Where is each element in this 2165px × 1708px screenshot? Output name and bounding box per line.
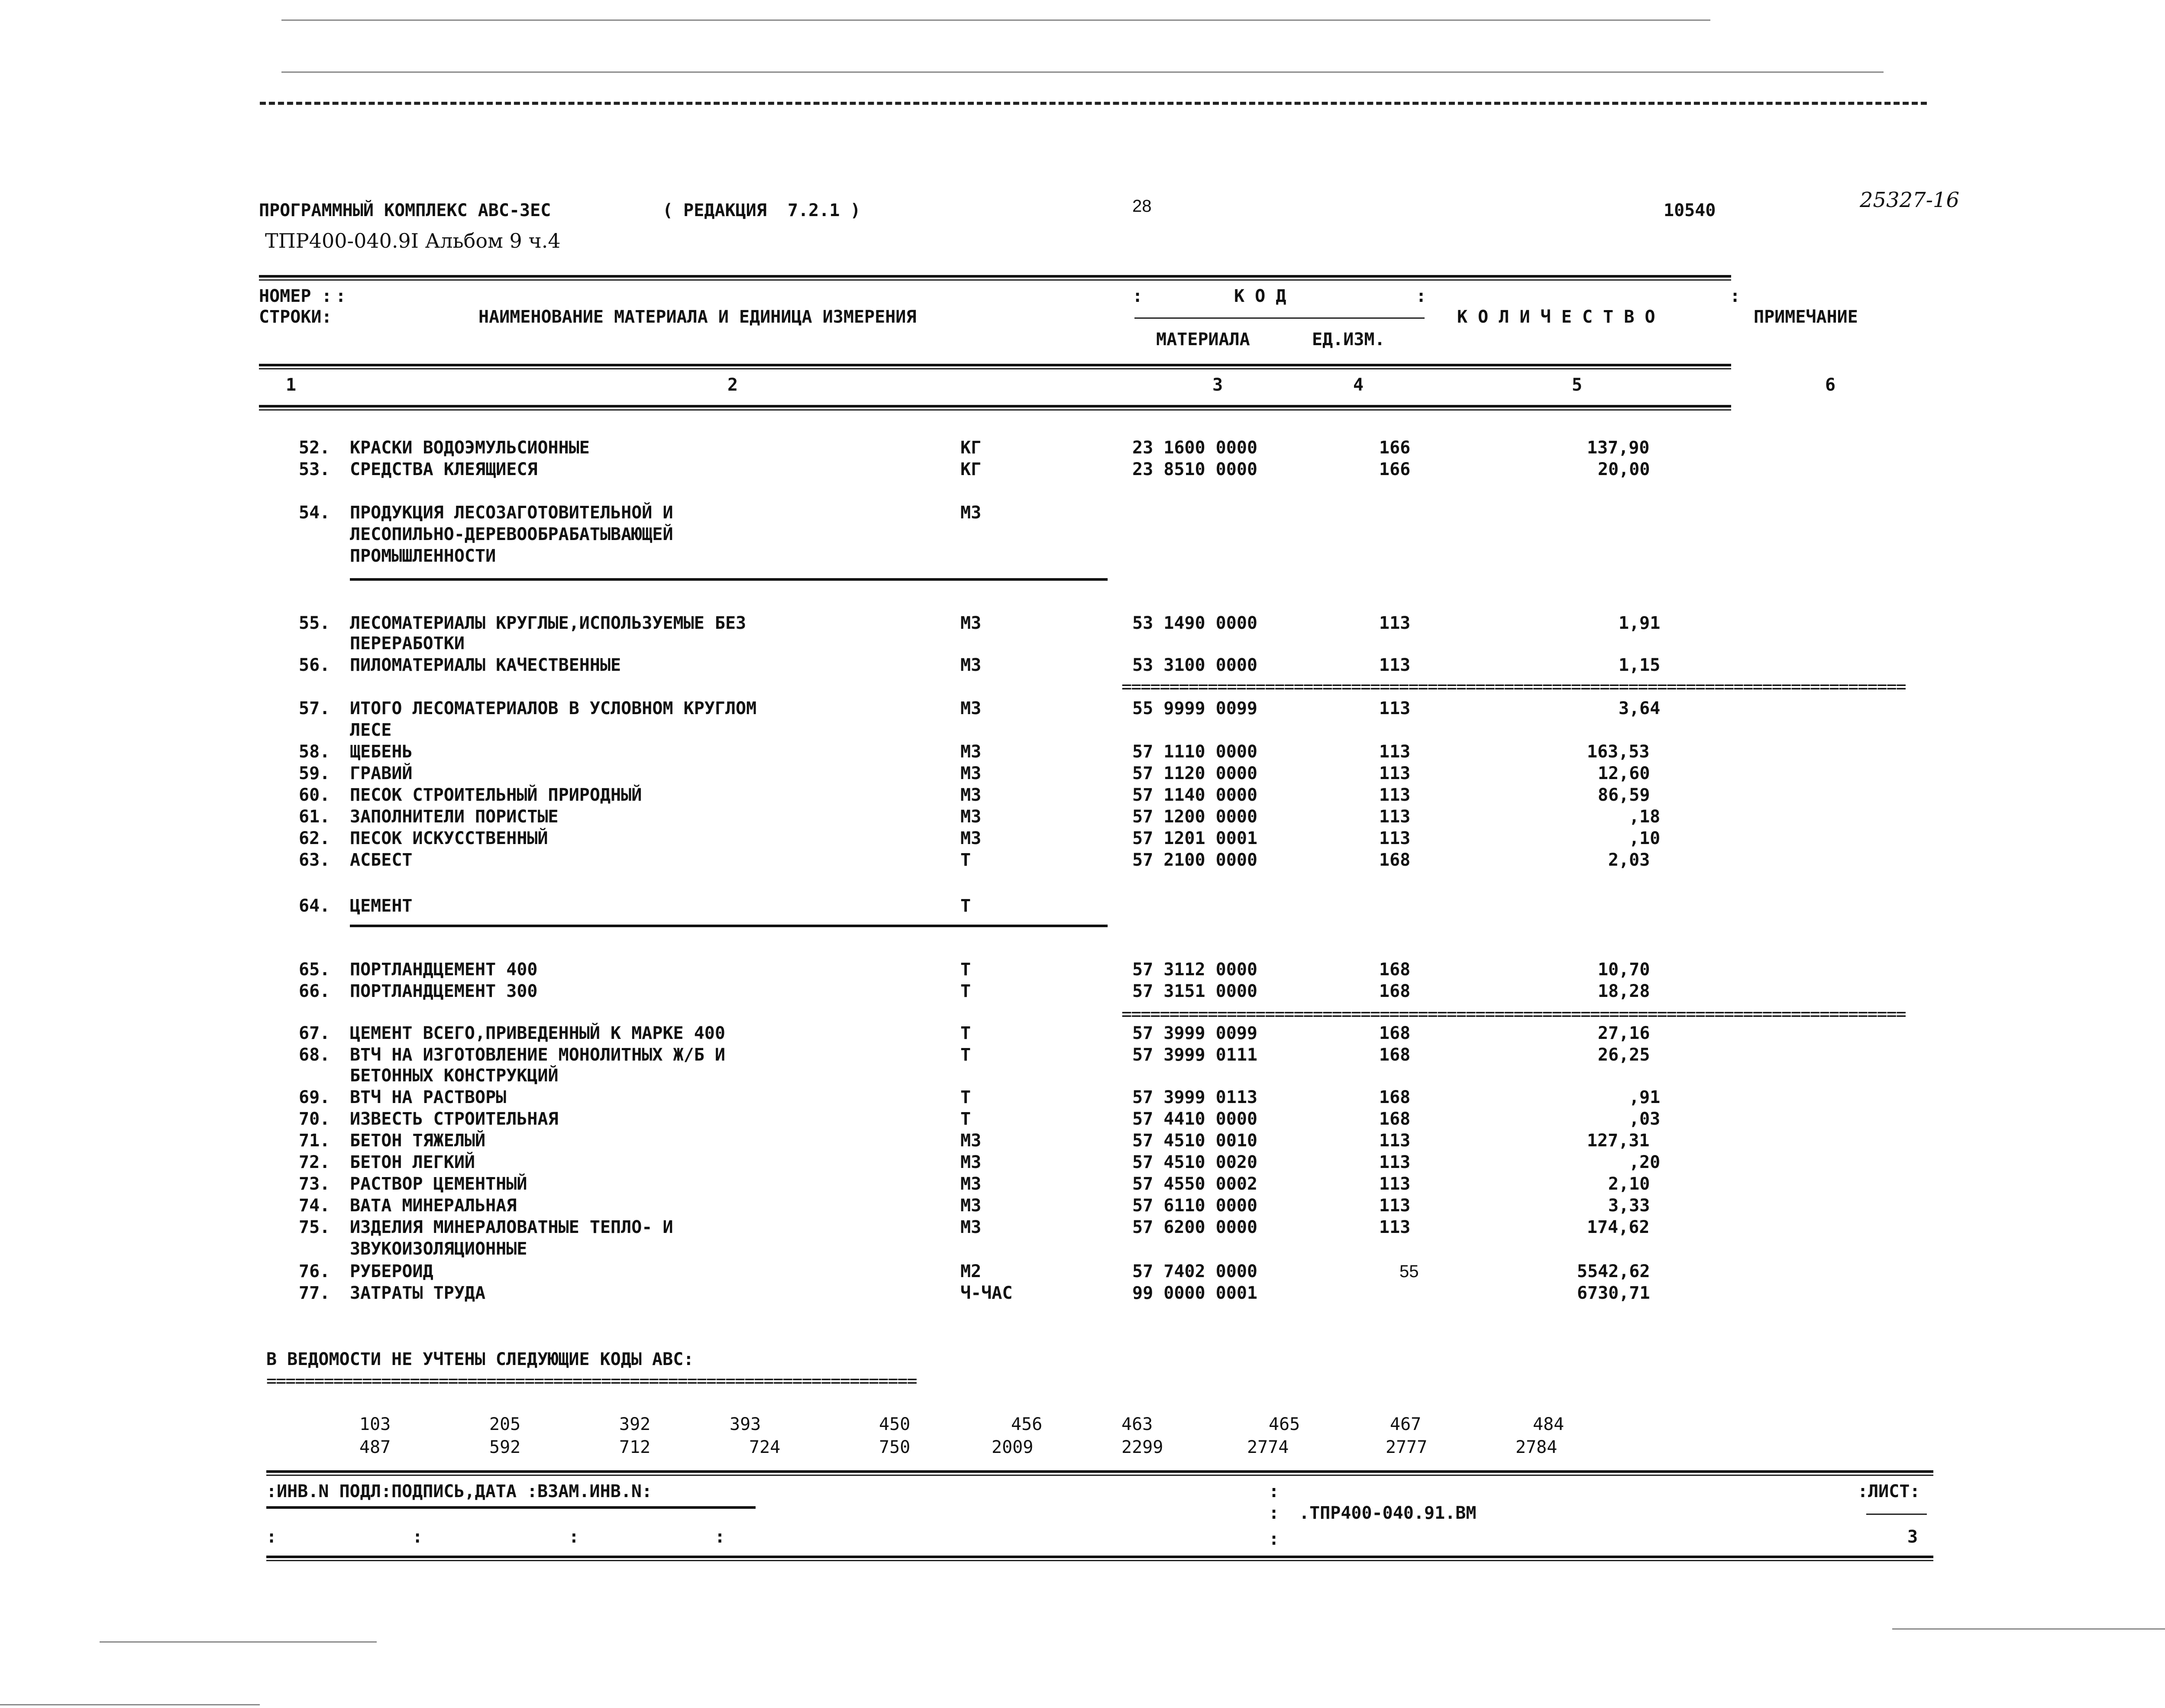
row-number: 58. xyxy=(299,742,330,762)
material-name: ИЗВЕСТЬ СТРОИТЕЛЬНАЯ xyxy=(350,1109,559,1129)
row-number: 76. xyxy=(299,1262,330,1281)
header-code-group: К О Д xyxy=(1234,286,1286,306)
material-name: ВТЧ НА ИЗГОТОВЛЕНИЕ МОНОЛИТНЫХ Ж/Б И xyxy=(350,1045,725,1065)
table-row xyxy=(0,1023,2165,1044)
colnum-2: 2 xyxy=(727,375,738,395)
material-name: ЦЕМЕНТ xyxy=(350,896,413,916)
stamp-sheet-number: 3 xyxy=(1907,1527,1918,1547)
material-name: ПОРТЛАНДЦЕМЕНТ 300 xyxy=(350,981,538,1001)
unit-code: 166 xyxy=(1379,438,1411,458)
row-number: 70. xyxy=(299,1109,330,1129)
stamp-sep-left: : xyxy=(1269,1482,1280,1501)
code-item: 467 xyxy=(1390,1414,1422,1434)
material-name: ГРАВИЙ xyxy=(350,763,413,783)
code-item: 2009 xyxy=(992,1437,1034,1457)
quantity: 5542,62 xyxy=(1577,1262,1650,1281)
row-number: 68. xyxy=(299,1045,330,1065)
unit: М2 xyxy=(960,1262,982,1281)
code-item: 484 xyxy=(1533,1414,1564,1434)
table-row xyxy=(0,698,2165,719)
material-name: ЗАПОЛНИТЕЛИ ПОРИСТЫЕ xyxy=(350,807,559,827)
unit: М3 xyxy=(960,1217,982,1237)
table-top-rule-2 xyxy=(259,279,1731,281)
material-code: 57 7402 0000 xyxy=(1132,1262,1257,1281)
unit: М3 xyxy=(960,1174,982,1194)
code-item: 205 xyxy=(489,1414,521,1434)
material-name-cont: ЗВУКОИЗОЛЯЦИОННЫЕ xyxy=(350,1239,527,1259)
handwritten-number: 25327-16 xyxy=(1860,188,1959,212)
stamp-document-code: .ТПР400-040.91.ВМ xyxy=(1299,1503,1477,1523)
table-row xyxy=(0,959,2165,980)
colnum-6: 6 xyxy=(1825,375,1836,395)
material-name: АСБЕСТ xyxy=(350,850,413,870)
material-name-cont: БЕТОННЫХ КОНСТРУКЦИЙ xyxy=(350,1066,559,1086)
table-row xyxy=(0,850,2165,870)
row-number: 62. xyxy=(299,828,330,848)
material-code: 57 6110 0000 xyxy=(1132,1196,1257,1216)
row-number: 69. xyxy=(299,1087,330,1107)
scan-line-bottom-left xyxy=(100,1641,377,1643)
table-row xyxy=(0,1195,2165,1216)
unit-code: 168 xyxy=(1379,850,1411,870)
row-number: 71. xyxy=(299,1131,330,1151)
unit-code: 166 xyxy=(1379,459,1411,479)
unit-code: 168 xyxy=(1379,1109,1411,1129)
material-name: КРАСКИ ВОДОЭМУЛЬСИОННЫЕ xyxy=(350,438,590,458)
unit-code: 113 xyxy=(1379,1131,1411,1151)
material-name: РАСТВОР ЦЕМЕНТНЫЙ xyxy=(350,1174,527,1194)
unit: Т xyxy=(960,896,971,916)
code-item: 103 xyxy=(359,1414,391,1434)
row-number: 74. xyxy=(299,1196,330,1216)
quantity: 127,31 xyxy=(1587,1131,1650,1151)
stamp-top-rule-2 xyxy=(266,1475,1933,1476)
stamp-bottom-rule xyxy=(266,1556,1933,1558)
material-code: 57 4550 0002 xyxy=(1132,1174,1257,1194)
material-code: 57 2100 0000 xyxy=(1132,850,1257,870)
stamp-cells: : : : : xyxy=(266,1527,725,1547)
unit: М3 xyxy=(960,785,982,805)
unit: М3 xyxy=(960,503,982,523)
unit-code: 113 xyxy=(1379,1174,1411,1194)
unit: М3 xyxy=(960,763,982,783)
material-name: ИЗДЕЛИЯ МИНЕРАЛОВАТНЫЕ ТЕПЛО- И xyxy=(350,1217,673,1237)
row-number: 60. xyxy=(299,785,330,805)
scan-line-bottom-left-2 xyxy=(0,1704,260,1705)
table-row-continuation xyxy=(0,633,2165,654)
code-item: 712 xyxy=(619,1437,651,1457)
material-name: ЛЕСОМАТЕРИАЛЫ КРУГЛЫЕ,ИСПОЛЬЗУЕМЫЕ БЕЗ xyxy=(350,613,746,633)
material-name-cont: ПЕРЕРАБОТКИ xyxy=(350,634,465,653)
code-item: 750 xyxy=(879,1437,911,1457)
scan-line-bottom-right xyxy=(1892,1628,2165,1630)
table-row xyxy=(0,806,2165,827)
material-code: 57 3999 0111 xyxy=(1132,1045,1257,1065)
unit: КГ xyxy=(960,438,982,458)
material-code: 57 3112 0000 xyxy=(1132,960,1257,980)
material-code: 53 1490 0000 xyxy=(1132,613,1257,633)
quantity: 12,60 xyxy=(1598,763,1650,783)
codes-row xyxy=(0,1437,2165,1458)
document-code: 10540 xyxy=(1664,201,1716,220)
scan-dashed-line xyxy=(260,102,1927,105)
quantity: 137,90 xyxy=(1587,438,1650,458)
unit: Т xyxy=(960,1023,971,1043)
stamp-mid-rule xyxy=(266,1506,756,1509)
table-row xyxy=(0,1045,2165,1065)
quantity: 27,16 xyxy=(1598,1023,1650,1043)
quantity: 163,53 xyxy=(1587,742,1650,762)
header-bottom-rule xyxy=(259,405,1731,408)
quantity: ,03 xyxy=(1629,1109,1661,1129)
codes-row xyxy=(0,1414,2165,1435)
row-number: 57. xyxy=(299,699,330,718)
quantity: 3,64 xyxy=(1619,699,1661,718)
material-name: ЗАТРАТЫ ТРУДА xyxy=(350,1283,486,1303)
quantity: 6730,71 xyxy=(1577,1283,1650,1303)
unit-code: 168 xyxy=(1379,960,1411,980)
code-item: 487 xyxy=(359,1437,391,1457)
material-code: 57 1120 0000 xyxy=(1132,763,1257,783)
table-top-rule xyxy=(259,275,1731,278)
stamp-top-rule xyxy=(266,1470,1933,1473)
unit: М3 xyxy=(960,655,982,675)
stamp-bottom-rule-2 xyxy=(266,1560,1933,1561)
unit: Т xyxy=(960,850,971,870)
note-title: В ВЕДОМОСТИ НЕ УЧТЕНЫ СЛЕДУЮЩИЕ КОДЫ АВС: xyxy=(266,1349,694,1369)
header-mid-rule-2 xyxy=(259,368,1731,369)
stamp-sheet-label: :ЛИСТ: xyxy=(1858,1482,1920,1501)
stamp-labels: :ИНВ.N ПОДЛ:ПОДПИСЬ,ДАТА :ВЗАМ.ИНВ.N: xyxy=(266,1482,653,1501)
header-mid-rule xyxy=(259,364,1731,366)
quantity: 2,03 xyxy=(1608,850,1650,870)
row-number: 65. xyxy=(299,960,330,980)
table-row xyxy=(0,1109,2165,1129)
quantity: 26,25 xyxy=(1598,1045,1650,1065)
album-label: ТПР400-040.9I Альбом 9 ч.4 xyxy=(265,229,561,252)
note-underline: ==================================================================== xyxy=(266,1371,917,1391)
header-col3: МАТЕРИАЛА xyxy=(1156,330,1250,349)
unit: Т xyxy=(960,981,971,1001)
unit: Ч-ЧАС xyxy=(960,1283,1013,1303)
unit-code: 168 xyxy=(1379,1023,1411,1043)
unit-code: 113 xyxy=(1379,1196,1411,1216)
row-number: 66. xyxy=(299,981,330,1001)
row-number: 77. xyxy=(299,1283,330,1303)
material-name-cont: ЛЕСЕ xyxy=(350,720,392,740)
table-row xyxy=(0,896,2165,916)
stamp-sheet-divider xyxy=(1866,1514,1927,1515)
table-row-continuation xyxy=(0,1239,2165,1259)
table-row-continuation xyxy=(0,720,2165,741)
row-number: 73. xyxy=(299,1174,330,1194)
material-code: 23 8510 0000 xyxy=(1132,459,1257,479)
row-number: 59. xyxy=(299,763,330,783)
program-title: ПРОГРАММНЫЙ КОМПЛЕКС АВС-ЗЕС xyxy=(259,201,551,220)
material-name: ЩЕБЕНЬ xyxy=(350,742,413,762)
page-number: 28 xyxy=(1132,197,1152,216)
unit: М3 xyxy=(960,699,982,718)
unit-code: 113 xyxy=(1379,828,1411,848)
quantity: 10,70 xyxy=(1598,960,1650,980)
group-underline-64 xyxy=(350,925,1108,927)
code-item: 456 xyxy=(1011,1414,1043,1434)
header-col4: ЕД.ИЗМ. xyxy=(1312,330,1385,349)
material-code: 57 4410 0000 xyxy=(1132,1109,1257,1129)
code-item: 393 xyxy=(730,1414,761,1434)
stamp-sep-left-2: : xyxy=(1269,1503,1280,1523)
material-code: 57 6200 0000 xyxy=(1132,1217,1257,1237)
unit-code: 113 xyxy=(1379,699,1411,718)
material-name: ПЕСОК ИСКУССТВЕННЫЙ xyxy=(350,828,548,848)
header-sep-4: : xyxy=(1730,286,1741,306)
row-number: 53. xyxy=(299,459,330,479)
unit-code: 113 xyxy=(1379,807,1411,827)
material-code: 57 3999 0113 xyxy=(1132,1087,1257,1107)
material-code: 53 3100 0000 xyxy=(1132,655,1257,675)
header-col5: К О Л И Ч Е С Т В О xyxy=(1457,307,1655,327)
code-item: 2774 xyxy=(1247,1437,1289,1457)
material-code: 23 1600 0000 xyxy=(1132,438,1257,458)
row-number: 67. xyxy=(299,1023,330,1043)
table-row xyxy=(0,613,2165,634)
material-code: 57 4510 0010 xyxy=(1132,1131,1257,1151)
unit: Т xyxy=(960,1045,971,1065)
unit: Т xyxy=(960,1109,971,1129)
header-col1: НОМЕР : СТРОКИ: xyxy=(259,286,332,327)
code-item: 2784 xyxy=(1516,1437,1558,1457)
quantity: ,18 xyxy=(1629,807,1661,827)
material-name-cont: ЛЕСОПИЛЬНО-ДЕРЕВООБРАБАТЫВАЮЩЕЙ xyxy=(350,524,673,544)
unit-code: 113 xyxy=(1379,1217,1411,1237)
colnum-4: 4 xyxy=(1353,375,1364,395)
code-item: 724 xyxy=(749,1437,781,1457)
table-row xyxy=(0,1217,2165,1238)
table-row xyxy=(0,459,2165,480)
unit: М3 xyxy=(960,742,982,762)
table-row-continuation xyxy=(0,546,2165,566)
header-col6: ПРИМЕЧАНИЕ xyxy=(1754,307,1858,327)
header-code-divider xyxy=(1134,317,1425,319)
header-sep-1: : xyxy=(336,286,346,306)
unit-code: 168 xyxy=(1379,1045,1411,1065)
material-name: БЕТОН ТЯЖЕЛЫЙ xyxy=(350,1131,486,1151)
quantity: 20,00 xyxy=(1598,459,1650,479)
code-item: 463 xyxy=(1121,1414,1153,1434)
material-name: ПИЛОМАТЕРИАЛЫ КАЧЕСТВЕННЫЕ xyxy=(350,655,621,675)
header-sep-3: : xyxy=(1416,286,1427,306)
double-rule-67: ================================================================================== xyxy=(1121,1004,1906,1024)
material-code: 57 1140 0000 xyxy=(1132,785,1257,805)
unit: КГ xyxy=(960,459,982,479)
code-item: 392 xyxy=(619,1414,651,1434)
material-code: 57 1200 0000 xyxy=(1132,807,1257,827)
quantity: ,91 xyxy=(1629,1087,1661,1107)
unit-code: 113 xyxy=(1379,742,1411,762)
material-name: ВТЧ НА РАСТВОРЫ xyxy=(350,1087,507,1107)
code-item: 450 xyxy=(879,1414,911,1434)
row-number: 61. xyxy=(299,807,330,827)
edition-label: ( РЕДАКЦИЯ 7.2.1 ) xyxy=(662,201,861,220)
table-row xyxy=(0,1087,2165,1108)
material-code: 55 9999 0099 xyxy=(1132,699,1257,718)
scan-line-top xyxy=(281,19,1710,21)
unit-code: 113 xyxy=(1379,655,1411,675)
material-name: ПОРТЛАНДЦЕМЕНТ 400 xyxy=(350,960,538,980)
code-item: 465 xyxy=(1269,1414,1300,1434)
table-row xyxy=(0,981,2165,1002)
material-name: СРЕДСТВА КЛЕЯЩИЕСЯ xyxy=(350,459,538,479)
material-name-cont: ПРОМЫШЛЕННОСТИ xyxy=(350,546,496,566)
material-name: ПРОДУКЦИЯ ЛЕСОЗАГОТОВИТЕЛЬНОЙ И xyxy=(350,503,673,523)
unit: М3 xyxy=(960,828,982,848)
table-row xyxy=(0,828,2165,849)
material-code: 57 3151 0000 xyxy=(1132,981,1257,1001)
double-rule-57: ================================================================================== xyxy=(1121,677,1906,697)
row-number: 52. xyxy=(299,438,330,458)
row-number: 63. xyxy=(299,850,330,870)
unit-code: 113 xyxy=(1379,613,1411,633)
header-sep-2: : xyxy=(1132,286,1143,306)
table-row xyxy=(0,1261,2165,1282)
row-number: 56. xyxy=(299,655,330,675)
table-row xyxy=(0,763,2165,784)
table-row-continuation xyxy=(0,1065,2165,1086)
row-number: 54. xyxy=(299,503,330,523)
material-name: БЕТОН ЛЕГКИЙ xyxy=(350,1152,475,1172)
table-row xyxy=(0,437,2165,458)
material-code: 57 4510 0020 xyxy=(1132,1152,1257,1172)
unit-code: 168 xyxy=(1379,981,1411,1001)
colnum-3: 3 xyxy=(1212,375,1223,395)
table-row xyxy=(0,502,2165,523)
quantity: 3,33 xyxy=(1608,1196,1650,1216)
quantity: 1,91 xyxy=(1619,613,1661,633)
code-item: 2777 xyxy=(1386,1437,1428,1457)
material-name: РУБЕРОИД xyxy=(350,1262,433,1281)
table-row xyxy=(0,1130,2165,1151)
material-name: ПЕСОК СТРОИТЕЛЬНЫЙ ПРИРОДНЫЙ xyxy=(350,785,642,805)
table-row xyxy=(0,1174,2165,1194)
table-row xyxy=(0,785,2165,805)
material-name: ЦЕМЕНТ ВСЕГО,ПРИВЕДЕННЫЙ К МАРКЕ 400 xyxy=(350,1023,725,1043)
quantity: 86,59 xyxy=(1598,785,1650,805)
material-name: ИТОГО ЛЕСОМАТЕРИАЛОВ В УСЛОВНОМ КРУГЛОМ xyxy=(350,699,757,718)
unit: Т xyxy=(960,1087,971,1107)
material-code: 99 0000 0001 xyxy=(1132,1283,1257,1303)
unit-code: 113 xyxy=(1379,1152,1411,1172)
material-code: 57 1201 0001 xyxy=(1132,828,1257,848)
unit: М3 xyxy=(960,1152,982,1172)
row-number: 55. xyxy=(299,613,330,633)
row-number: 64. xyxy=(299,896,330,916)
quantity: 1,15 xyxy=(1619,655,1661,675)
table-row xyxy=(0,741,2165,762)
unit: М3 xyxy=(960,1131,982,1151)
material-code: 57 3999 0099 xyxy=(1132,1023,1257,1043)
row-number: 72. xyxy=(299,1152,330,1172)
scan-line-second xyxy=(281,71,1884,73)
code-item: 592 xyxy=(489,1437,521,1457)
header-col2: НАИМЕНОВАНИЕ МАТЕРИАЛА И ЕДИНИЦА ИЗМЕРЕНИЯ xyxy=(478,307,917,327)
group-underline-54 xyxy=(350,578,1108,581)
quantity: 174,62 xyxy=(1587,1217,1650,1237)
material-name: ВАТА МИНЕРАЛЬНАЯ xyxy=(350,1196,517,1216)
table-row xyxy=(0,1283,2165,1304)
row-number: 75. xyxy=(299,1217,330,1237)
unit-code: 113 xyxy=(1379,785,1411,805)
colnum-5: 5 xyxy=(1572,375,1583,395)
stamp-sep-left-3: : xyxy=(1269,1529,1280,1549)
code-item: 2299 xyxy=(1121,1437,1163,1457)
quantity: 18,28 xyxy=(1598,981,1650,1001)
table-row xyxy=(0,655,2165,676)
unit-code: 168 xyxy=(1379,1087,1411,1107)
material-code: 57 1110 0000 xyxy=(1132,742,1257,762)
unit: М3 xyxy=(960,807,982,827)
quantity: ,20 xyxy=(1629,1152,1661,1172)
unit: М3 xyxy=(960,1196,982,1216)
table-row-continuation xyxy=(0,524,2165,545)
colnum-1: 1 xyxy=(286,375,297,395)
unit: Т xyxy=(960,960,971,980)
unit: М3 xyxy=(960,613,982,633)
quantity: ,10 xyxy=(1629,828,1661,848)
quantity: 2,10 xyxy=(1608,1174,1650,1194)
table-row xyxy=(0,1152,2165,1173)
header-bottom-rule-2 xyxy=(259,409,1731,411)
unit-code: 55 xyxy=(1399,1262,1419,1281)
unit-code: 113 xyxy=(1379,763,1411,783)
